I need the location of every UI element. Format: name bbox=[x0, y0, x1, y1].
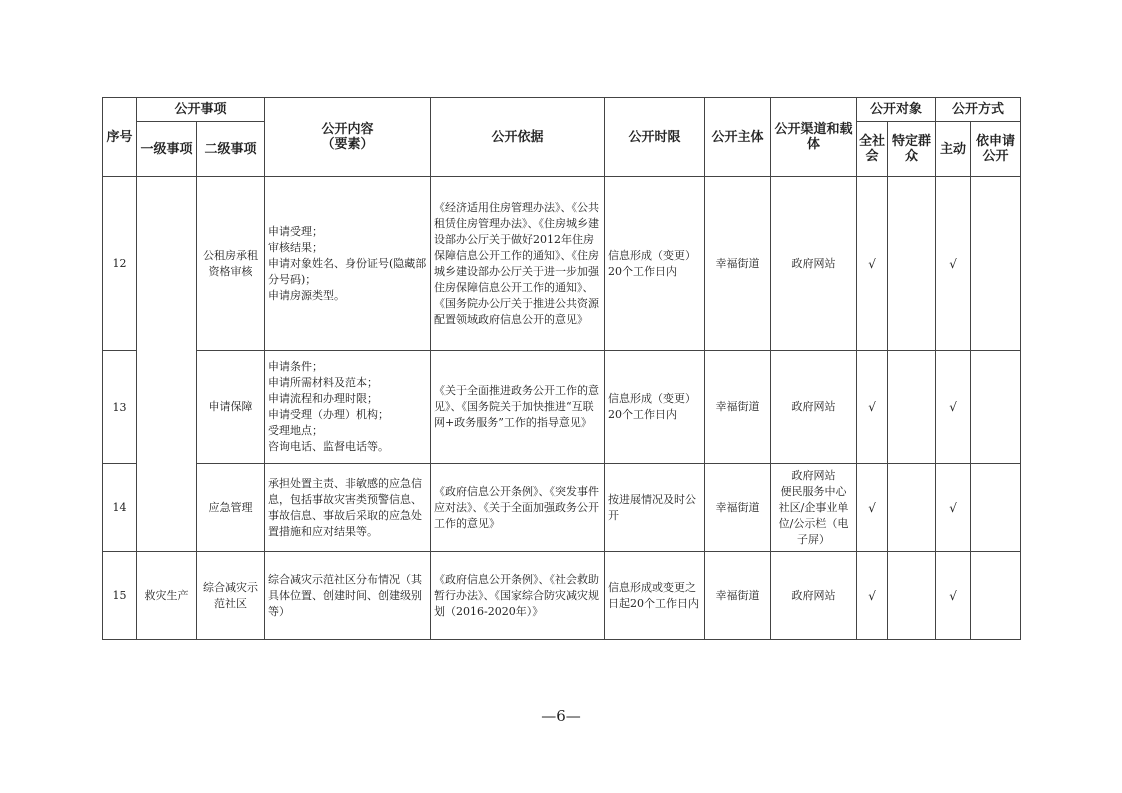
content-line: 受理地点； bbox=[268, 424, 324, 437]
subject-cell: 幸福街道 bbox=[705, 552, 771, 640]
level1-cell: 救灾生产 bbox=[137, 552, 197, 640]
header-aud-specific: 特定群众 bbox=[888, 122, 936, 177]
content-line: 申请受理； bbox=[268, 224, 324, 238]
header-content bbox=[265, 98, 431, 177]
header-seq: 序号 bbox=[103, 98, 137, 177]
content-cell bbox=[265, 177, 431, 351]
content-cell bbox=[265, 552, 431, 640]
m-active-check: √ bbox=[936, 177, 971, 351]
row-number: 15 bbox=[103, 552, 137, 640]
page-number: —6— bbox=[541, 707, 581, 725]
channel-line: 社区/企事业单位/公示栏（电子屏） bbox=[778, 500, 849, 546]
time-limit-cell: 信息形成（变更）20个工作日内 bbox=[605, 351, 705, 464]
content-line: 申请受理（办理）机构； bbox=[268, 408, 390, 421]
time-limit-cell: 按进展情况及时公开 bbox=[605, 464, 705, 552]
subject-cell: 幸福街道 bbox=[705, 351, 771, 464]
header-time-limit: 公开时限 bbox=[605, 98, 705, 177]
content-line: 申请条件； bbox=[268, 360, 324, 373]
m-request-check bbox=[971, 177, 1021, 351]
time-limit-cell: 信息形成或变更之日起20个工作日内 bbox=[605, 552, 705, 640]
disclosure-table bbox=[102, 97, 1021, 640]
header-audience: 公开对象 bbox=[857, 98, 936, 122]
channel-line: 政府网站 bbox=[791, 256, 836, 270]
basis-cell: 《经济适用住房管理办法》、《公共租赁住房管理办法》、《住房城乡建设部办公厅关于做好2012年住房保障信息公开工作的通知》、《住房城乡建设部办公厅关于进一步加强住房保障信息公开工作的通知》、《国务院办公厅关于推进公共资源配置领域政府信息公开的意见》 bbox=[431, 177, 605, 351]
content-line: 申请所需材料及范本； bbox=[268, 376, 379, 389]
header-content-line2: （要素） bbox=[321, 137, 374, 152]
row-number: 13 bbox=[103, 351, 137, 464]
content-line: 申请房源类型。 bbox=[268, 288, 346, 302]
m-active-check: √ bbox=[936, 464, 971, 552]
header-m-active: 主动 bbox=[936, 122, 971, 177]
subject-cell: 幸福街道 bbox=[705, 177, 771, 351]
aud-specific-check bbox=[888, 552, 936, 640]
header-content-line1: 公开内容 bbox=[321, 122, 374, 137]
header-m-request: 依申请公开 bbox=[971, 122, 1021, 177]
m-active-check: √ bbox=[936, 552, 971, 640]
channel-cell bbox=[771, 464, 857, 552]
level1-cell-empty bbox=[137, 177, 197, 552]
channel-line: 政府网站 bbox=[791, 468, 836, 482]
row-number: 12 bbox=[103, 177, 137, 351]
content-line: 申请流程和办理时限； bbox=[268, 392, 379, 405]
aud-specific-check bbox=[888, 464, 936, 552]
m-active-check: √ bbox=[936, 351, 971, 464]
level2-cell: 申请保障 bbox=[197, 351, 265, 464]
channel-cell bbox=[771, 177, 857, 351]
header-matters: 公开事项 bbox=[137, 98, 265, 122]
channel-cell bbox=[771, 351, 857, 464]
channel-line: 政府网站 bbox=[791, 588, 836, 602]
level2-cell: 综合减灾示范社区 bbox=[197, 552, 265, 640]
content-line: 综合减灾示范社区分布情况（其具体位置、创建时间、创建级别等） bbox=[268, 572, 423, 618]
header-method: 公开方式 bbox=[936, 98, 1021, 122]
header-level1: 一级事项 bbox=[137, 122, 197, 177]
content-line: 审核结果； bbox=[268, 240, 324, 254]
aud-all-check: √ bbox=[857, 464, 888, 552]
row-number: 14 bbox=[103, 464, 137, 552]
aud-all-check: √ bbox=[857, 552, 888, 640]
basis-cell: 《政府信息公开条例》、《突发事件应对法》、《关于全面加强政务公开工作的意见》 bbox=[431, 464, 605, 552]
header-channel: 公开渠道和载体 bbox=[771, 98, 857, 177]
aud-all-check: √ bbox=[857, 351, 888, 464]
aud-specific-check bbox=[888, 351, 936, 464]
content-line: 承担处置主责、非敏感的应急信息，包括事故灾害类预警信息、事故信息、事故后采取的应急处置措施和应对结果等。 bbox=[268, 476, 423, 538]
time-limit-cell: 信息形成（变更）20个工作日内 bbox=[605, 177, 705, 351]
basis-cell: 《政府信息公开条例》、《社会救助暂行办法》、《国家综合防灾减灾规划（2016-2020年）》 bbox=[431, 552, 605, 640]
basis-cell: 《关于全面推进政务公开工作的意见》、《国务院关于加快推进“互联网+政务服务”工作的指导意见》 bbox=[431, 351, 605, 464]
table-row bbox=[103, 552, 1021, 640]
content-line: 申请对象姓名、身份证号(隐藏部分号码)； bbox=[268, 256, 427, 286]
content-cell bbox=[265, 464, 431, 552]
m-request-check bbox=[971, 552, 1021, 640]
channel-cell bbox=[771, 552, 857, 640]
header-subject: 公开主体 bbox=[705, 98, 771, 177]
table-row bbox=[103, 464, 1021, 552]
aud-specific-check bbox=[888, 177, 936, 351]
subject-cell: 幸福街道 bbox=[705, 464, 771, 552]
header-level2: 二级事项 bbox=[197, 122, 265, 177]
table-row bbox=[103, 177, 1021, 351]
content-line: 咨询电话、监督电话等。 bbox=[268, 440, 390, 453]
aud-all-check: √ bbox=[857, 177, 888, 351]
channel-line: 便民服务中心 bbox=[780, 484, 847, 498]
content-cell bbox=[265, 351, 431, 464]
channel-line: 政府网站 bbox=[791, 400, 836, 413]
header-aud-all: 全社会 bbox=[857, 122, 888, 177]
table-row bbox=[103, 351, 1021, 464]
level2-cell: 公租房承租资格审核 bbox=[197, 177, 265, 351]
level2-cell: 应急管理 bbox=[197, 464, 265, 552]
m-request-check bbox=[971, 464, 1021, 552]
m-request-check bbox=[971, 351, 1021, 464]
header-basis: 公开依据 bbox=[431, 98, 605, 177]
